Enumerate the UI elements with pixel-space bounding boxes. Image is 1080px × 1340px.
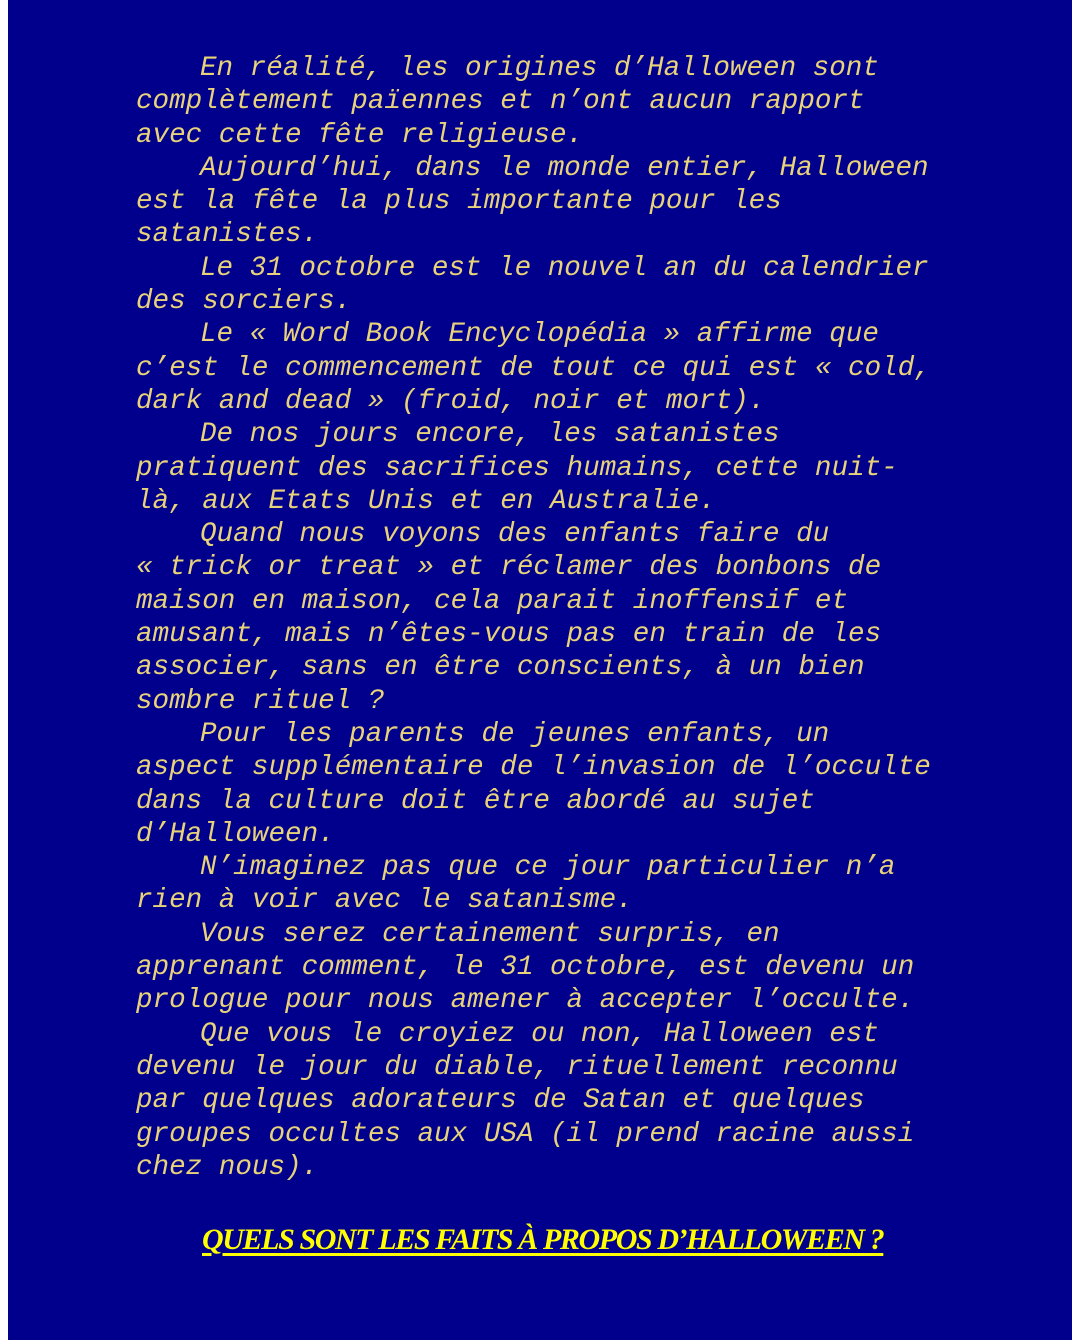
document-page <box>8 0 1072 1340</box>
paragraph: N’imaginez pas que ce jour particulier n’a rien à voir avec le satanisme. <box>136 852 896 917</box>
paragraph: En réalité, les origines d’Halloween sont complètement païennes et n’ont aucun rapport avec cette fête religieuse. <box>136 53 879 151</box>
paragraph: Le 31 octobre est le nouvel an du calendrier des sorciers. <box>136 252 929 318</box>
paragraph: Que vous le croyiez ou non, Halloween est devenu le jour du diable, rituellement reconnu par quelques adorateurs de Satan et quelques groupes occultes aux USA (il prend racine aussi chez nous). <box>136 1018 915 1183</box>
paragraph: Aujourd’hui, dans le monde entier, Halloween est la fête la plus importante pour les satanistes. <box>136 152 929 251</box>
paragraph: Le « Word Book Encyclopédia » affirme que c’est le commencement de tout ce qui est « cold, dark and dead » (froid, noir et mort). <box>136 319 931 417</box>
section-heading: QUELS SONT LES FAITS À PROPOS D’HALLOWEEN ? <box>202 1223 884 1256</box>
paragraph: De nos jours encore, les satanistes pratiquent des sacrifices humains, cette nuit- là, aux Etats Unis et en Australie. <box>136 419 898 517</box>
document-body <box>136 52 966 1184</box>
paragraph: Pour les parents de jeunes enfants, un aspect supplémentaire de l’invasion de l’occulte dans la culture doit être abordé au sujet d’Halloween. <box>136 718 931 850</box>
paragraph: Quand nous voyons des enfants faire du « trick or treat » et réclamer des bonbons de maison en maison, cela parait inoffensif et amusant, mais n’êtes-vous pas en train de les associer, sans en être conscients, à un bien sombre rituel ? <box>136 519 882 717</box>
paragraph: Vous serez certainement surpris, en apprenant comment, le 31 octobre, est devenu un prologue pour nous amener à accepter l’occulte. <box>136 918 915 1017</box>
